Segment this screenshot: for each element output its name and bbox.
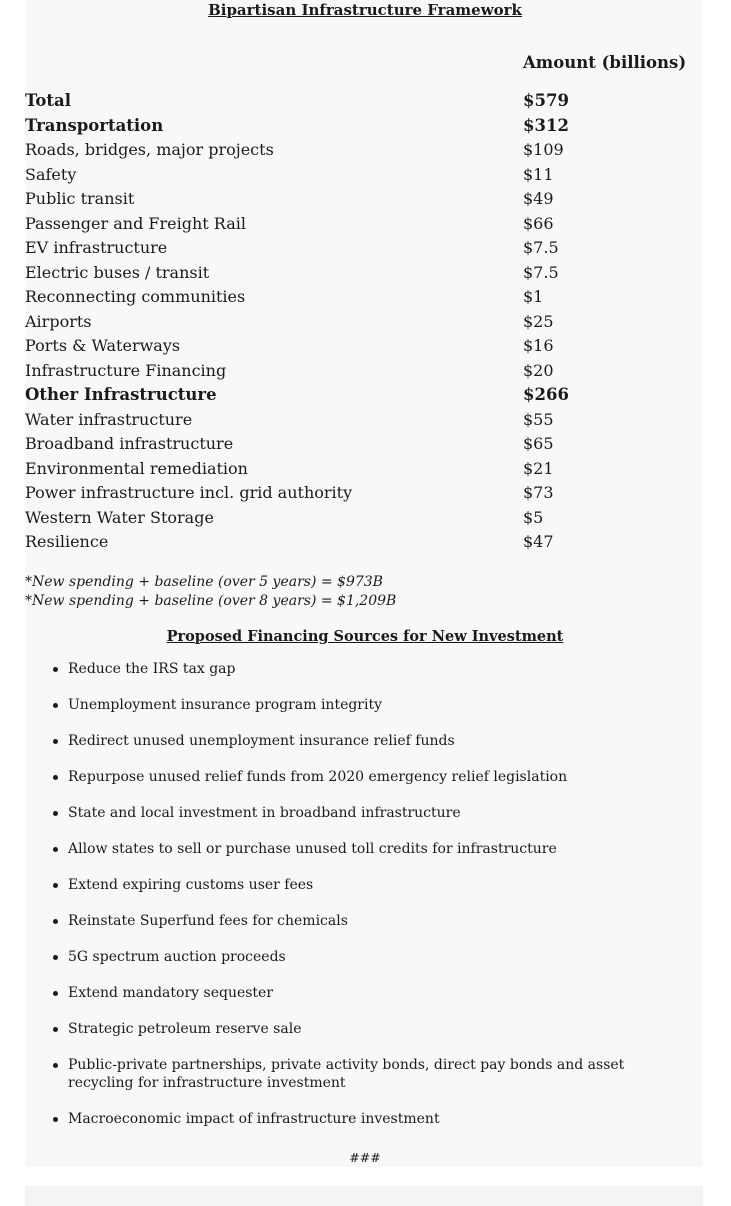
row-amount: $55 [523,409,554,429]
list-item-text: State and local investment in broadband infrastructure [68,805,461,821]
row-label: Total [25,91,71,110]
bullet-icon [53,775,58,780]
row-amount: $66 [523,213,554,233]
bullet-icon [53,1117,58,1122]
list-item [50,768,690,786]
table-row [25,334,665,359]
table-row [25,285,665,310]
list-item [50,840,690,858]
row-label: Resilience [25,532,109,551]
row-label: Public transit [25,189,135,208]
row-label: Other Infrastructure [25,385,217,404]
list-item-text: Public-private partnerships, private activity bonds, direct pay bonds and asset recycling for infrastructure investment [68,1057,625,1091]
row-amount: $7.5 [523,238,559,257]
row-label: Infrastructure Financing [25,360,227,380]
list-item [50,1020,690,1038]
table-row [25,408,665,433]
row-label: Reconnecting communities [25,287,246,306]
list-item-text: Extend mandatory sequester [68,985,274,1001]
bullet-icon [53,811,58,816]
document-title: Bipartisan Infrastructure Framework [208,1,522,19]
list-item-text: Allow states to sell or purchase unused toll credits for infrastructure [68,841,557,857]
table-row-heading [25,89,665,114]
table-row [25,530,665,555]
list-item [50,1110,690,1128]
row-amount: $11 [523,164,554,184]
end-mark: ### [349,1150,381,1165]
table-row-heading [25,114,665,139]
table-row [25,236,665,261]
bullet-icon [53,991,58,996]
list-item-text: Repurpose unused relief funds from 2020 emergency relief legislation [68,769,568,785]
row-amount: $65 [523,434,554,453]
note-8-years: *New spending + baseline (over 8 years) = $1,209B [25,593,397,609]
table-row [25,187,665,212]
table-row [25,261,665,286]
row-amount: $109 [523,140,564,159]
list-item-text: Reinstate Superfund fees for chemicals [68,913,348,929]
bullet-icon [53,955,58,960]
table-row [25,457,665,482]
row-amount: $1 [523,287,544,306]
row-label: Airports [25,311,92,331]
row-amount: $266 [523,385,569,404]
bullet-icon [53,919,58,924]
row-label: Western Water Storage [25,507,214,527]
note-5-years: *New spending + baseline (over 5 years) = $973B [25,574,383,590]
row-label: Water infrastructure [25,409,193,429]
table-row [25,432,665,457]
row-amount: $7.5 [523,262,559,282]
list-item-text: Extend expiring customs user fees [68,877,314,893]
list-item [50,696,690,714]
row-label: Environmental remediation [25,458,248,478]
row-label: Transportation [25,115,164,135]
row-label: Ports & Waterways [25,336,181,355]
financing-sources-title: Proposed Financing Sources for New Investment [166,628,564,645]
row-label: Passenger and Freight Rail [25,213,246,233]
row-amount: $5 [523,507,544,527]
budget-table [25,89,665,555]
table-row-heading [25,383,665,408]
row-label: Roads, bridges, major projects [25,140,274,159]
baseline-notes [25,573,396,611]
list-item [50,804,690,822]
financing-sources-list [50,660,690,1146]
row-label: Electric buses / transit [25,262,210,282]
table-row [25,310,665,335]
row-amount: $47 [523,532,554,551]
row-label: Broadband infrastructure [25,434,234,453]
row-label: EV infrastructure [25,238,168,257]
table-row [25,163,665,188]
table-row [25,359,665,384]
next-page-edge [25,1186,703,1206]
table-row [25,506,665,531]
list-item-text: Unemployment insurance program integrity [68,697,383,713]
table-row [25,481,665,506]
row-amount: $21 [523,458,554,478]
list-item [50,732,690,750]
bullet-icon [53,667,58,672]
row-amount: $312 [523,115,569,135]
bullet-icon [53,739,58,744]
list-item [50,912,690,930]
bullet-icon [53,883,58,888]
row-amount: $49 [523,189,554,208]
table-row [25,138,665,163]
row-amount: $16 [523,336,554,355]
list-item-text: Redirect unused unemployment insurance relief funds [68,733,455,749]
bullet-icon [53,1063,58,1068]
list-item [50,984,690,1002]
row-amount: $73 [523,483,554,502]
row-label: Power infrastructure incl. grid authority [25,483,353,502]
row-amount: $25 [523,311,554,331]
bullet-icon [53,1027,58,1032]
list-item-text: Reduce the IRS tax gap [68,661,236,677]
list-item [50,1056,690,1092]
list-item [50,660,690,678]
row-label: Safety [25,164,77,184]
row-amount: $579 [523,91,569,110]
bullet-icon [53,847,58,852]
amount-column-header: Amount (billions) [523,53,687,72]
list-item-text: Macroeconomic impact of infrastructure investment [68,1111,440,1127]
bullet-icon [53,703,58,708]
list-item [50,876,690,894]
list-item-text: 5G spectrum auction proceeds [68,949,286,965]
table-row [25,212,665,237]
list-item-text: Strategic petroleum reserve sale [68,1021,302,1037]
row-amount: $20 [523,360,554,380]
list-item [50,948,690,966]
